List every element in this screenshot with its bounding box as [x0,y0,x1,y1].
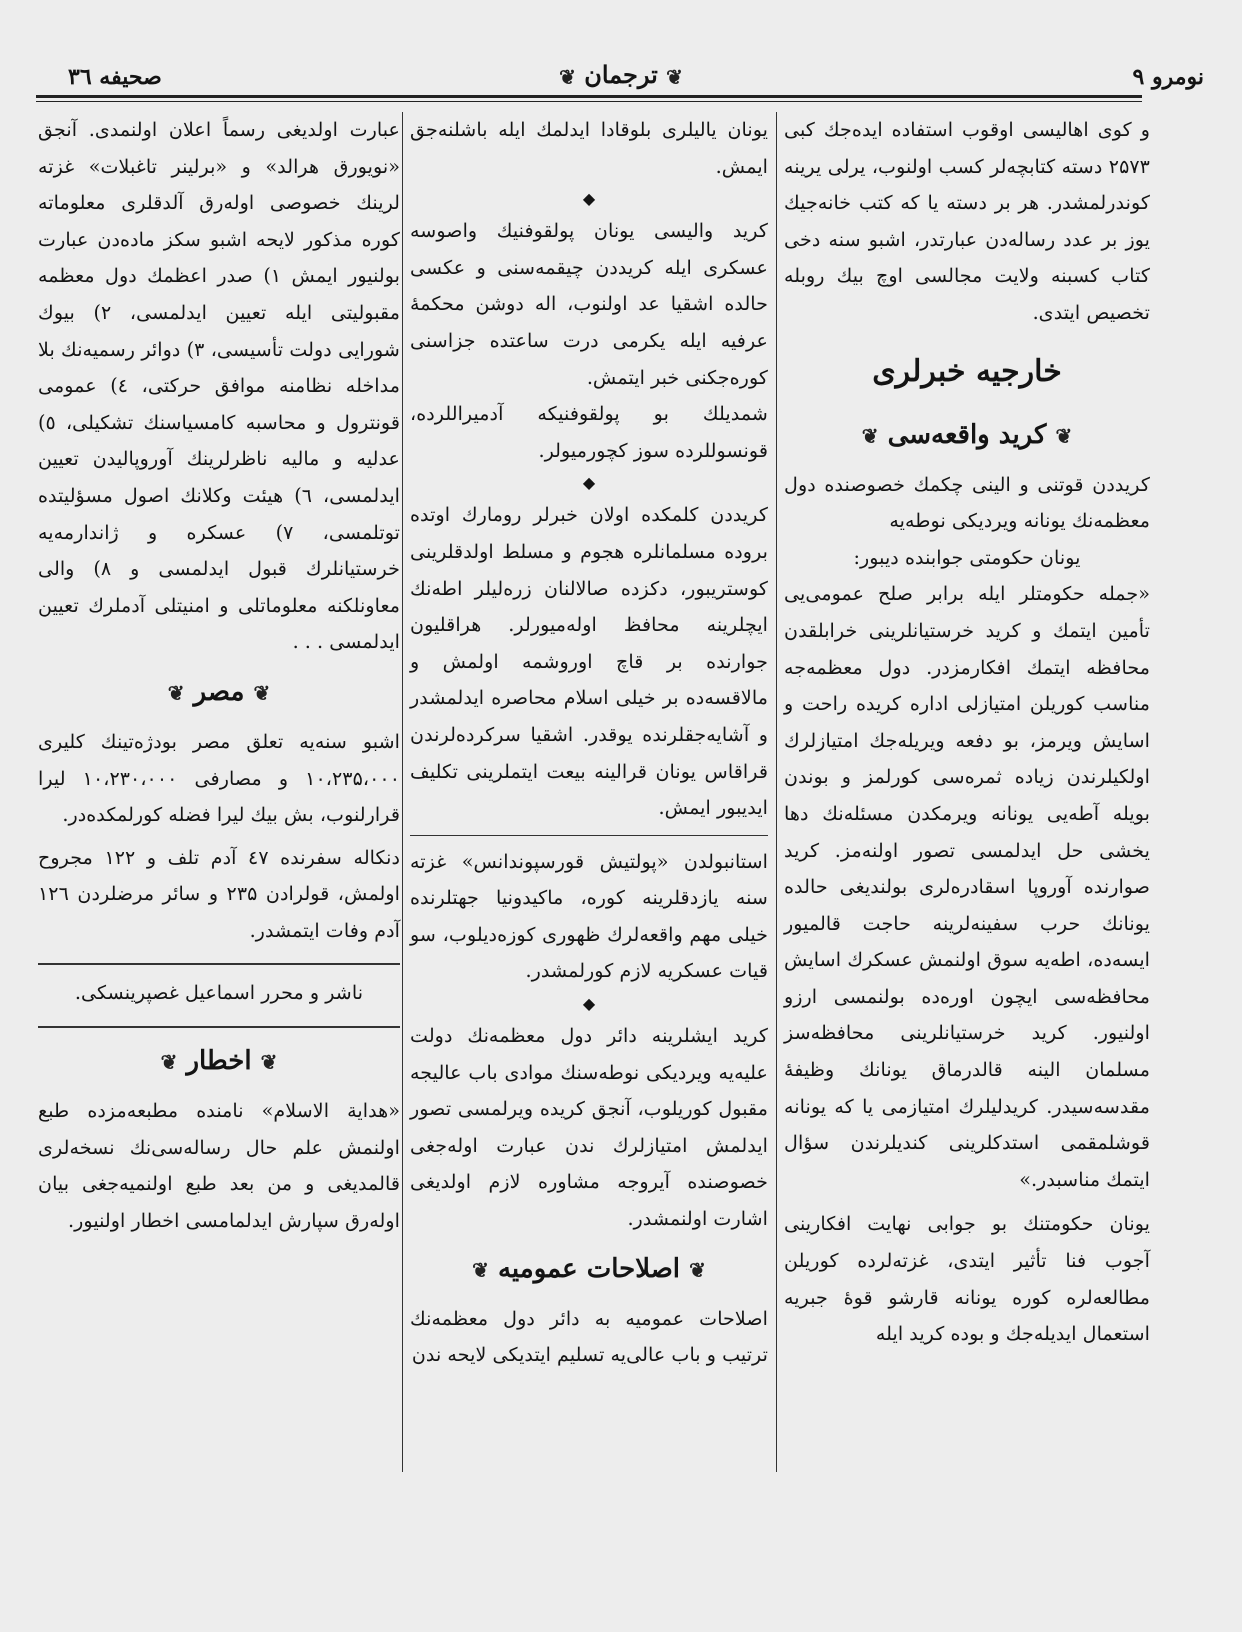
paragraph: کریددن قوتنی و الینی چکمك خصوصنده دول معظمه‌نك یونانه ویردیکی نوطه‌یه [784,472,1150,533]
paragraph: یونان حکومتی جوابنده دیبور: [853,545,1081,569]
column-middle [410,112,768,1374]
column-divider [776,112,777,1472]
paragraph: کریددن کلمکده اولان خبرلر رومارك اوتده بروده مسلمانلره هجوم و مسلط اولدقلرینی کوستریبور، دکزده صالالنان زره‌لیلر اطه‌نك ایچلرینه محافظ اوله‌میورلر. هراقلیون جوارنده بر قاچ اوروشمه اولمش و مالاقسه‌ده بر خیلی اسلام محاصره ایدلمشدر و آشایه‌جقلرنده یوقدر. اشقیا سرکرده‌لرندن قراقاس یونان قرالینه بیعت ایتملرینی تکلیف ایدیبور ایمش. [410,503,768,820]
section-heading-egypt [38,669,400,716]
ornament-icon: ❦ [1055,423,1073,448]
section-heading-notice [38,1038,400,1085]
section-heading-foreign-news: خارجیه خبرلری [872,353,1062,389]
paragraph: یونان حکومتنك بو جوابی نهایت افکارینی آجوب فنا تأثیر ایتدی، غزته‌لرده کوریلن مطالعه‌لره کوره یونانه قارشو قوه‌ٔ جبریه استعمال ایدیله‌جك و بوده کرید ایله [784,1212,1150,1346]
column-right [784,112,1150,1353]
paragraph: «هدایة الاسلام» نامنده مطبعه‌مزده طبع اولنمش علم حال رساله‌سی‌نك نسخه‌لری قالمدیغی و من بعد طبع اولنمیه‌جغی بیان اوله‌رق سپارش ایدلمامسی اخطار اولنیور. [38,1099,400,1232]
ornament-icon: ❦ [160,1050,178,1075]
ornament-icon: ❦ [666,64,683,89]
divider [38,1026,400,1028]
page-number: صحیفه ۳٦ [68,64,162,90]
divider [38,963,400,965]
ornament-icon: ❦ [861,423,879,448]
separator-diamond-icon: ◆ [582,994,596,1014]
paragraph: استانبولدن «پولتیش قورسپوندانس» غزته سنه یازدقلرینه کوره، ماکیدونیا جهتلرنده خیلی مهم واقعه‌لرك ظهوری کوزه‌دیلوب، سو قیات عسکریه لازم کورلمشدر. [410,849,768,983]
ornament-icon: ❦ [559,64,576,89]
section-heading-crete [784,412,1150,459]
column-divider [402,112,403,1472]
paragraph: اشبو سنه‌یه تعلق مصر بودژه‌تینك کلیری ۱۰،۲۳۵،۰۰۰ و مصارفی ۱۰،۲۳۰،۰۰۰ لیرا قرارلنوب، بش بیك لیرا فضله کورلمکده‌در. [38,729,401,827]
newspaper-title-block [559,60,683,89]
newspaper-title: ترجمان [584,60,658,89]
ornament-icon: ❦ [689,1257,706,1282]
paragraph: یونان یالیلری بلوقادا ایدلمك ایله باشلنه‌جق ایمش. [410,118,768,178]
heading-text: کرید واقعه‌سی [887,419,1047,450]
paragraph: «جمله حکومتلر ایله برابر صلح عمومی‌یی تأمین ایتمك و کرید خرستیانلرینی خرابلقدن محافظه ایتمك افکارمزدر. دول معظمه‌جه مناسب کوریلن امتیازلی اداره کریده راحت و اسایش ویرمز، بو دفعه ویریله‌جك امتیازلرك اولکیلرندن زیاده ثمره‌سی کورلمز و بوندن بویله آطه‌یی یونانه ویرمکدن مسئله‌نك دها یخشی حل ایدلمسی تصور اولنه‌مز. کرید صوارنده آوروپا اسقادره‌لری بولندیغی حالده یونانك حرب سفینه‌لرینه حاجت قالمیور ایسه‌ده، اطه‌یه سوق اولنمش عسکرك اسایش محافظه‌سی ایچون اوره‌ده بولنمسی ارزو اولنیور. کرید خرستیانلرینی محافظه‌سز مسلمان الینه قالدرماق یونانك وظیفه‌ٔ مقدسه‌سیدر. کریدلیلرك امتیازمی یا که یونانه قوشلمقمی استدکلرینی کندیلرندن سؤال ایتمك مناسبدر.» [784,582,1150,1191]
heading-text: اصلاحات عمومیه [497,1253,681,1284]
paragraph: شمدیلك بو پولقوفنیکه آدمیراللرده، قونسوللرده سوز کچورمیولر. [410,402,768,462]
header-rule [36,95,1142,98]
paragraph: دنکاله سفرنده ٤۷ آدم تلف و ۱۲۲ مجروح اولمش، قولرادن ۲۳۵ و سائر مرضلردن ۱۲٦ آدم وفات ایتمشدر. [38,845,401,942]
ornament-icon: ❦ [167,680,185,705]
ornament-icon: ❦ [253,680,271,705]
heading-text: اخطار [186,1046,252,1077]
issue-number: نومرو ۹ [1132,64,1204,90]
paragraph: کرید والیسی یونان پولقوفنیك واصوسه عسکری ایله کریددن چیقمه‌سنی و عکسی حالده اشقیا عد اولنوب، اله دوشن محکمه‌ٔ عرفیه ایله یکرمی درت ساعتده جزاسنی کوره‌جکنی خبر ایتمش. [410,219,768,389]
ornament-icon: ❦ [472,1257,489,1282]
paragraph: اصلاحات عمومیه به دائر دول معظمه‌نك ترتیب و باب عالی‌یه تسلیم ایتدیکی لایحه ندن [410,1306,768,1367]
section-heading-reforms [410,1246,768,1293]
column-left [38,112,400,1239]
publisher-line: ناشر و محرر اسماعیل غصپرینسکی. [74,981,364,1005]
separator-diamond-icon: ◆ [582,189,596,209]
header-rule-thin [36,101,1142,102]
heading-text: مصر [193,676,245,707]
ornament-icon: ❦ [260,1050,278,1075]
masthead [38,58,1204,96]
paragraph: و کوی اهالیسی اوقوب استفاده ایده‌جك کبی ۲۵۷۳ دسته کتابچه‌لر کسب اولنوب، یرلی یرینه کوندرلمشدر. هر بر دسته یا که کتب خانه‌جیك یوز بر عدد رساله‌دن عبارتدر، اشبو سنه دخی کتاب کسبنه ولایت مجالسی اوچ بیك روبله تخصیص ایتدی. [784,118,1150,324]
separator-diamond-icon: ◆ [582,473,596,493]
paragraph: عبارت اولدیغی رسماً اعلان اولنمدی. آنجق «نویورق هرالد» و «برلینر تاغبلات» غزته لرینك خصوصی اوله‌رق آلدقلری معلوماته کوره مذکور لایحه اشبو سکز ماده‌دن عبارت بولنیور ایمش ۱) صدر اعظمك دول معظمه مقبوليتی ایله تعیین ایدلمسی، ۲) بیوك شورایی دولت تأسیسی، ۳) دوائر رسمیه‌نك بلا مداخله نظامنه موافق حرکتی، ٤) عمومی قونترول و محاسبه کامسیاسنك تشکیلی، ٥) عدلیه و مالیه ناظرلرینك آوروپالیدن تعیین ایدلمسی، ٦) هیئت وکلانك اصول مسؤلیتده توتلمسی، ۷) عسکره و ژاندارمه‌یه خرستیانلرك قبول ایدلمسی و ۸) والی معاونلکنه معلوماتلی و امنیتلی آدملرك تعیین ایدلمسی . . . [38,118,400,654]
divider [410,835,768,836]
paragraph: کرید ایشلرینه دائر دول معظمه‌نك دولت علیه‌یه ویردیکی نوطه‌سنك موادی باب عالیجه مقبول کوریلوب، آنجق کریده ویرلمسی تصور ایدلمش امتیازلرك ندن عبارت اوله‌جغی خصوصنده آیروجه مشاوره لازم اولدیغی اشارت اولنمشدر. [410,1024,768,1231]
